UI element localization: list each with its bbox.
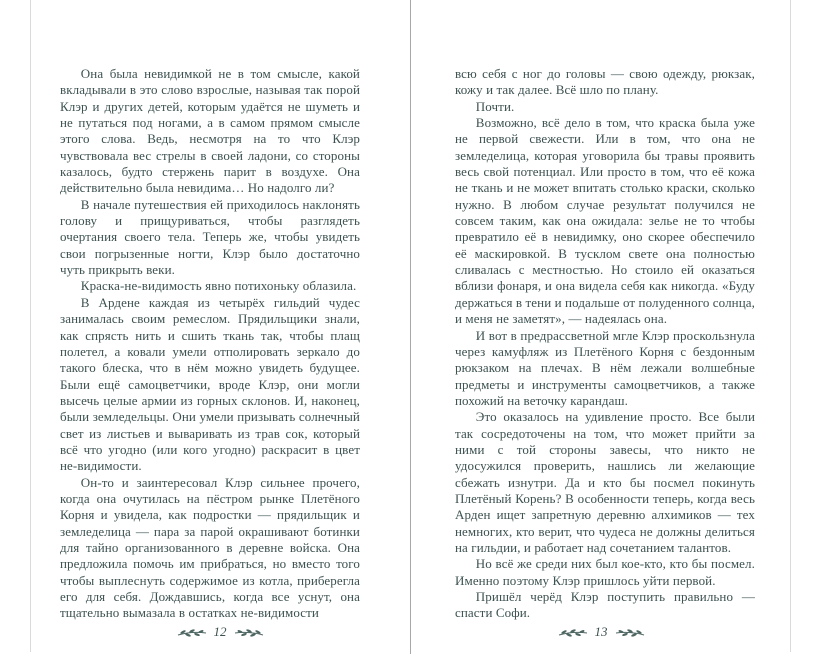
page-number: 13: [594, 624, 608, 639]
fern-sprig-icon: [615, 626, 645, 638]
page-right-footer: [411, 624, 791, 640]
page-left: [30, 0, 410, 662]
paragraph: В начале путешествия ей приходилось наклонять голову и прищуриваться, чтобы разглядеть очертания своего тела. Теперь же, чтобы увидеть свои погрызенные ногти, Клэр было достаточно чуть прикрыть веки.: [60, 196, 360, 278]
paragraph: Но всё же среди них был кое-кто, кто бы посмел. Именно поэтому Клэр пришлось уйти первой.: [455, 556, 755, 588]
page-left-footer: [30, 624, 410, 640]
paragraph: Это оказалось на удивление просто. Все были так сосредоточены на том, что может прийти за ними с той стороны завесы, что никто не удосужился проверить, нашлись ли желающие сбежать изнутри. Да и кто бы посмел покинуть Плетёный Корень? В особенности теперь, когда весь Арден ищет запретную деревню алхимиков — тех немногих, кто верит, что чудеса не должны делиться на гильдии, и работает над сочетанием талантов.: [455, 409, 755, 555]
page-right-text: [455, 66, 755, 622]
paragraph: Возможно, всё дело в том, что краска была уже не первой свежести. Или в том, что она не земледелица, которая уговорила бы травы проявить весь свой потенциал. Или просто в том, что её кожа не ткань и не может впитать столько краски, сколько нужно. В любом случае результат получился не совсем таким, как она ожидала: зелье не то чтобы превратило её в невидимку, оно скорее обеспечило её маскировкой. В тусклом свете она полностью сливалась с местностью. Но стоило ей оказаться вблизи фонаря, и она видела себя как никогда. «Буду держаться в тени и подальше от полуденного солнца, и меня не заметят», — надеялась она.: [455, 115, 755, 327]
page-right: [411, 0, 791, 662]
paragraph: Она была невидимкой не в том смысле, какой вкладывали в это слово взрослые, называя так порой Клэр и других детей, которым удаётся не шуметь и не путаться под ногами, а в самом прямом смысле этого слова. Ведь, несмотря на то что Клэр чувствовала вес стрелы в своей ладони, со стороны казалось, будто стержень парит в воздухе. Она действительно была невидима… Но надолго ли?: [60, 66, 360, 196]
fern-sprig-icon: [558, 626, 588, 638]
fern-sprig-icon: [234, 626, 264, 638]
page-number: 12: [213, 624, 227, 639]
paragraph: Он-то и заинтересовал Клэр сильнее прочего, когда она очутилась на пёстром рынке Плетёного Корня и увидела, как подростки — прядильщик и земледелица — пара за парой окрашивают ботинки для тайно организованного в деревне войска. Она предложила помочь им прибраться, но вместо того чтобы выплеснуть содержимое из котла, приберегла его для себя. Дождавшись, когда все уснут, она тщательно вымазала в остатках не-видимости: [60, 474, 360, 621]
paragraph: всю себя с ног до головы — свою одежду, рюкзак, кожу и так далее. Всё шло по плану.: [455, 66, 755, 98]
paragraph: Краска-не-видимость явно потихоньку облазила.: [80, 278, 357, 294]
fern-sprig-icon: [177, 626, 207, 638]
paragraph: В Ардене каждая из четырёх гильдий чудес занималась своим ремеслом. Прядильщики знали, как спрясть нить и сшить ткань так, чтобы плащ полетел, а ковали умели отполировать зеркало до такого блеска, что в нём можно увидеть будущее. Были ещё самоцветчики, вроде Клэр, они могли высечь целые армии из горных склонов. И, наконец, были земледельцы. Они умели призывать солнечный свет из листьев и вываривать из трав сок, который всё что угодно (или кого угодно) раскрасит в цвет не-видимости.: [60, 294, 360, 474]
paragraph: И вот в предрассветной мгле Клэр проскользнула через камуфляж из Плетёного Корня с бездонным рюкзаком на плечах. В нём лежали волшебные предметы и инструменты самоцветчиков, а также похожий на веточку карандаш.: [455, 327, 755, 408]
page-left-text: [60, 66, 360, 622]
paragraph: Пришёл черёд Клэр поступить правильно — спасти Софи.: [455, 589, 755, 621]
paragraph: Почти.: [475, 98, 515, 114]
